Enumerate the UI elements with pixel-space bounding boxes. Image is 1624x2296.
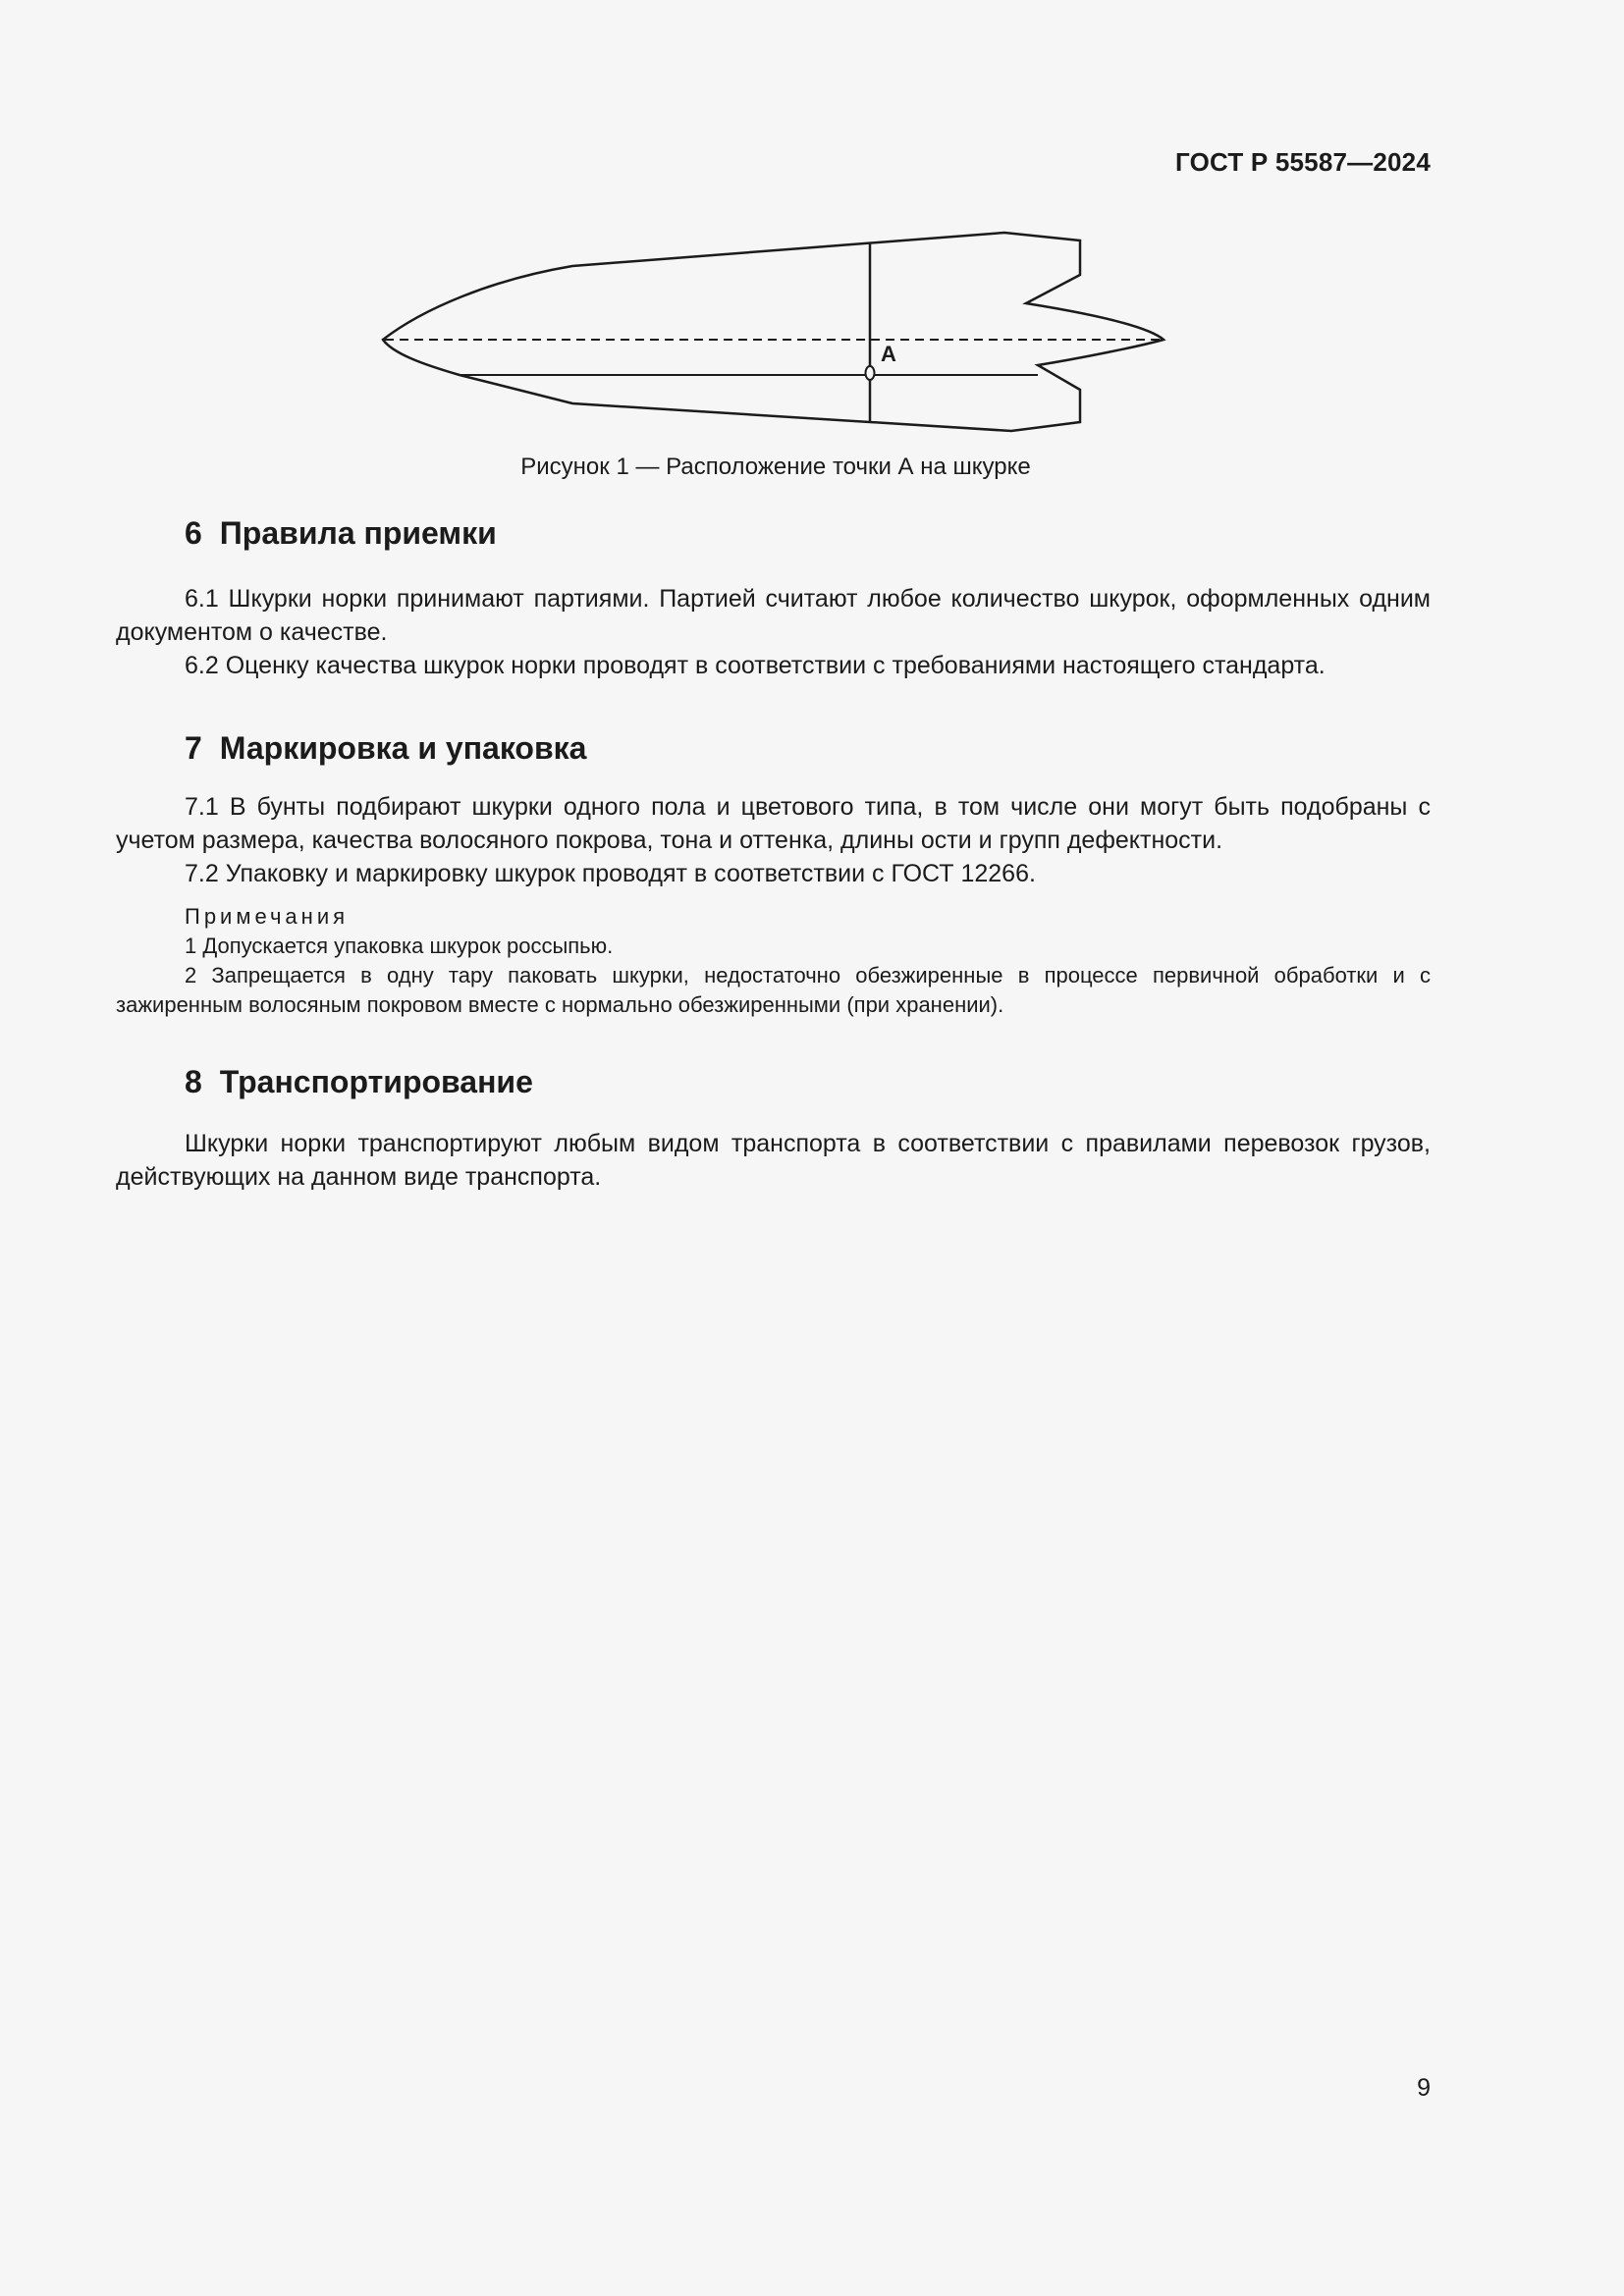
figure-caption: Рисунок 1 — Расположение точки А на шкурке — [520, 454, 1031, 480]
document-body — [116, 501, 1431, 1194]
section-8-title: Транспортирование — [219, 1064, 533, 1099]
section-6-heading — [116, 513, 1431, 553]
paragraph-7-1: 7.1 В бунты подбирают шкурки одного пола и цветового типа, в том числе они могут быть подобраны с учетом размера, качества волосяного покрова, тона и оттенка, длины ости и групп дефектности. — [116, 793, 1431, 854]
paragraph-6-2: 6.2 Оценку качества шкурок норки проводят в соответствии с требованиями настоящего стандарта. — [185, 652, 1326, 679]
point-a-label: А — [881, 342, 896, 366]
note-1: 1 Допускается упаковка шкурок россыпью. — [185, 934, 614, 958]
section-6-body — [116, 582, 1431, 682]
note-2: 2 Запрещается в одну тару паковать шкурки, недостаточно обезжиренные в процессе первичной обработки и с зажиренным волосяным покровом вместе с нормально обезжиренными (при хранении). — [116, 963, 1431, 1017]
notes-block — [116, 902, 1431, 1020]
section-7-body — [116, 790, 1431, 890]
section-7-title: Маркировка и упаковка — [219, 730, 587, 766]
section-7-number: 7 — [185, 730, 202, 766]
section-6-title: Правила приемки — [219, 515, 497, 551]
pelt-outline — [383, 233, 1164, 431]
paragraph-7-2: 7.2 Упаковку и маркировку шкурок проводят в соответствии с ГОСТ 12266. — [185, 860, 1036, 887]
section-8-number: 8 — [185, 1064, 202, 1099]
page-number: 9 — [1417, 2074, 1431, 2102]
section-8-heading — [116, 1062, 1431, 1101]
paragraph-6-1: 6.1 Шкурки норки принимают партиями. Партией считают любое количество шкурок, оформленных одним документом о качестве. — [116, 585, 1431, 646]
paragraph-8-1: Шкурки норки транспортируют любым видом транспорта в соответствии с правилами перевозок грузов, действующих на данном виде транспорта. — [116, 1130, 1431, 1191]
notes-title: Примечания — [185, 904, 350, 929]
document-code: ГОСТ Р 55587—2024 — [1175, 147, 1431, 177]
section-8-body — [116, 1127, 1431, 1194]
pelt-diagram — [373, 221, 1178, 437]
section-6-number: 6 — [185, 515, 202, 551]
section-7-heading — [116, 728, 1431, 768]
point-a-marker — [866, 366, 875, 380]
